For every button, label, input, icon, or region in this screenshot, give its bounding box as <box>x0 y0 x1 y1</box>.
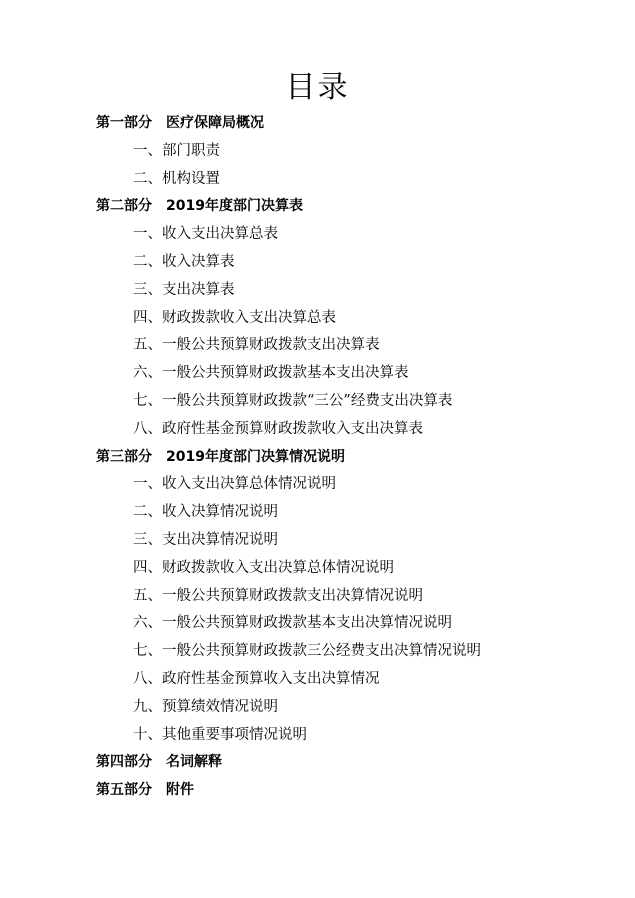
part-heading: 2019年度部门决算表 <box>166 198 303 215</box>
toc-item[interactable]: 九、预算绩效情况说明 <box>133 698 278 715</box>
toc-item[interactable]: 五、一般公共预算财政拨款支出决算情况说明 <box>133 587 423 604</box>
toc-part-4[interactable] <box>96 749 616 777</box>
toc-item[interactable]: 二、收入决算情况说明 <box>133 504 278 521</box>
toc-part-2[interactable] <box>96 193 616 221</box>
toc-item[interactable]: 六、一般公共预算财政拨款基本支出决算表 <box>133 365 409 382</box>
part-label: 第二部分 <box>96 198 152 215</box>
toc-item[interactable]: 七、一般公共预算财政拨款“三公”经费支出决算表 <box>133 392 453 409</box>
toc-part-3[interactable] <box>96 444 616 472</box>
part-heading: 附件 <box>166 782 194 799</box>
part-heading: 名词解释 <box>166 754 222 771</box>
toc-item[interactable]: 二、收入决算表 <box>133 253 235 270</box>
toc-part-1[interactable] <box>96 110 616 138</box>
part-label: 第一部分 <box>96 115 152 131</box>
toc-item[interactable]: 一、收入支出决算总体情况说明 <box>133 476 336 493</box>
part-heading: 医疗保障局概况 <box>166 115 264 131</box>
toc-item[interactable]: 五、一般公共预算财政拨款支出决算表 <box>133 337 380 354</box>
part-heading: 2019年度部门决算情况说明 <box>166 448 345 465</box>
part-label: 第四部分 <box>96 754 152 771</box>
toc-item[interactable]: 八、政府性基金预算财政拨款收入支出决算表 <box>133 420 423 437</box>
toc-item[interactable]: 六、一般公共预算财政拨款基本支出决算情况说明 <box>133 615 452 632</box>
toc-item[interactable]: 七、一般公共预算财政拨款三公经费支出决算情况说明 <box>133 643 481 660</box>
toc-item[interactable]: 一、收入支出决算总表 <box>133 226 278 243</box>
toc-item[interactable]: 三、支出决算情况说明 <box>133 531 278 548</box>
part-label: 第三部分 <box>96 448 152 465</box>
toc-part-5[interactable] <box>96 777 616 805</box>
toc-item[interactable]: 八、政府性基金预算收入支出决算情况 <box>133 670 380 687</box>
toc-item[interactable]: 四、财政拨款收入支出决算总体情况说明 <box>133 559 394 576</box>
toc-item[interactable]: 一、部门职责 <box>133 142 220 159</box>
toc-item[interactable]: 四、财政拨款收入支出决算总表 <box>133 309 336 326</box>
toc-item[interactable]: 三、支出决算表 <box>133 281 235 298</box>
toc-item[interactable]: 十、其他重要事项情况说明 <box>133 726 307 743</box>
toc-item[interactable]: 二、机构设置 <box>133 170 220 187</box>
part-label: 第五部分 <box>96 782 152 799</box>
page-title: 目录 <box>285 70 350 105</box>
table-of-contents <box>96 110 616 805</box>
